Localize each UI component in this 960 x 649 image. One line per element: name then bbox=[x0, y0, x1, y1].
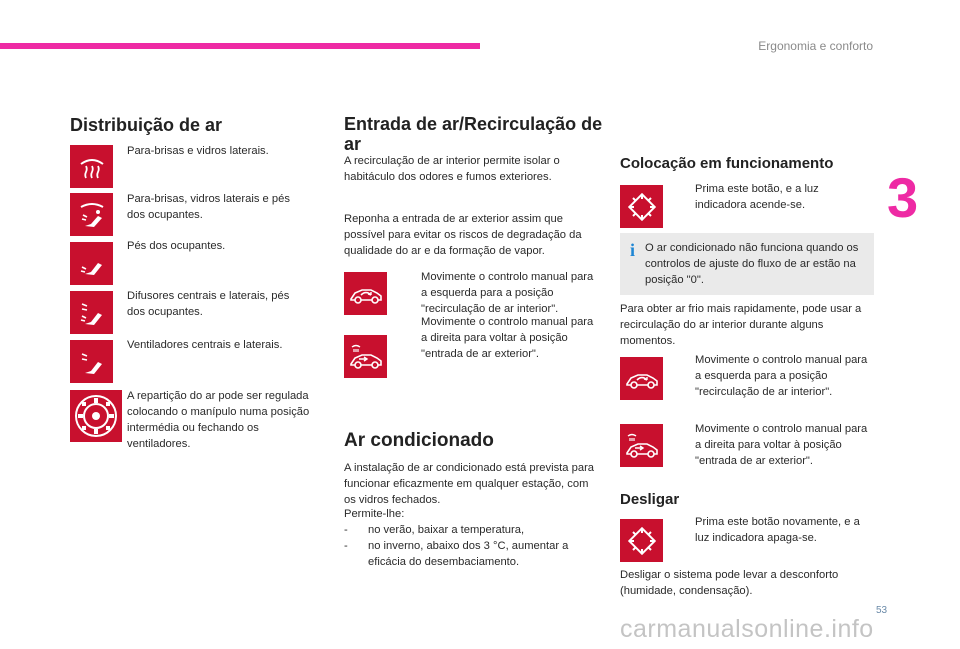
outside-air-intake-icon bbox=[344, 335, 387, 378]
outside-air-intake-icon bbox=[620, 424, 663, 467]
ac-snowflake-button-icon bbox=[620, 519, 663, 562]
distribution-text-1: Para-brisas e vidros laterais. bbox=[127, 145, 269, 157]
chapter-number: 3 bbox=[887, 166, 919, 229]
distribution-text-5: Ventiladores centrais e laterais. bbox=[127, 339, 283, 351]
recirculation-icon bbox=[620, 357, 663, 400]
feet-occupants-icon bbox=[70, 242, 113, 285]
ac-benefit-list bbox=[344, 522, 594, 570]
ac-description: A instalação de ar condicionado está prevista para funcionar eficazmente em qualquer estação, com os vidros fechados. bbox=[344, 462, 595, 506]
chapter-title: Ergonomia e conforto bbox=[758, 39, 873, 53]
cold-air-text: Para obter ar frio mais rapidamente, pode usar a recirculação do ar interior durante alguns momentos. bbox=[620, 303, 862, 347]
vents-feet-icon bbox=[70, 291, 113, 334]
section-title-switching-off: Desligar bbox=[620, 491, 680, 508]
intake-intro-2: Reponha a entrada de ar exterior assim que possível para evitar os riscos de degradação da qualidade do ar e da formação de vapor. bbox=[344, 213, 582, 257]
section-title-air-distribution: Distribuição de ar bbox=[70, 115, 223, 135]
section-title-air-intake: Entrada de ar/Recirculação de ar bbox=[344, 114, 603, 154]
distribution-dial-icon bbox=[70, 390, 122, 442]
ac-allows-label: Permite-lhe: bbox=[344, 508, 405, 520]
ac-snowflake-button-icon bbox=[620, 185, 663, 228]
distribution-text-2: Para-brisas, vidros laterais e pés dos ocupantes. bbox=[127, 193, 290, 221]
distribution-text-4: Difusores centrais e laterais, pés dos ocupantes. bbox=[127, 290, 290, 318]
page-number: 53 bbox=[876, 605, 888, 616]
windscreen-feet-occupants-icon bbox=[70, 193, 113, 236]
vents-only-icon bbox=[70, 340, 113, 383]
distribution-text-6: A repartição do ar pode ser regulada colocando o manípulo numa posição intermédia ou fechando os ventiladores. bbox=[127, 390, 310, 450]
info-icon: i bbox=[630, 240, 636, 260]
switch-off-text: Desligar o sistema pode levar a desconforto (humidade, condensação). bbox=[620, 569, 839, 597]
distribution-text-3: Pés dos ocupantes. bbox=[127, 240, 226, 252]
watermark: carmanualsonline.info bbox=[620, 615, 874, 643]
windscreen-defrost-icon bbox=[70, 145, 113, 188]
recirculation-icon bbox=[344, 272, 387, 315]
pink-header-bar bbox=[0, 43, 480, 49]
section-title-air-conditioning: Ar condicionado bbox=[344, 430, 494, 451]
section-title-switching-on: Colocação em funcionamento bbox=[620, 155, 834, 172]
intake-intro-1: A recirculação de ar interior permite isolar o habitáculo dos odores e fumos exteriores. bbox=[344, 155, 560, 183]
list-item: - no inverno, abaixo dos 3 °C, aumentar a eficácia do desembaciamento. bbox=[344, 540, 569, 568]
info-text: O ar condicionado não funciona quando os controlos de ajuste do fluxo de ar estão na posição "0". bbox=[645, 242, 859, 286]
list-item: - no verão, baixar a temperatura, bbox=[344, 524, 525, 536]
